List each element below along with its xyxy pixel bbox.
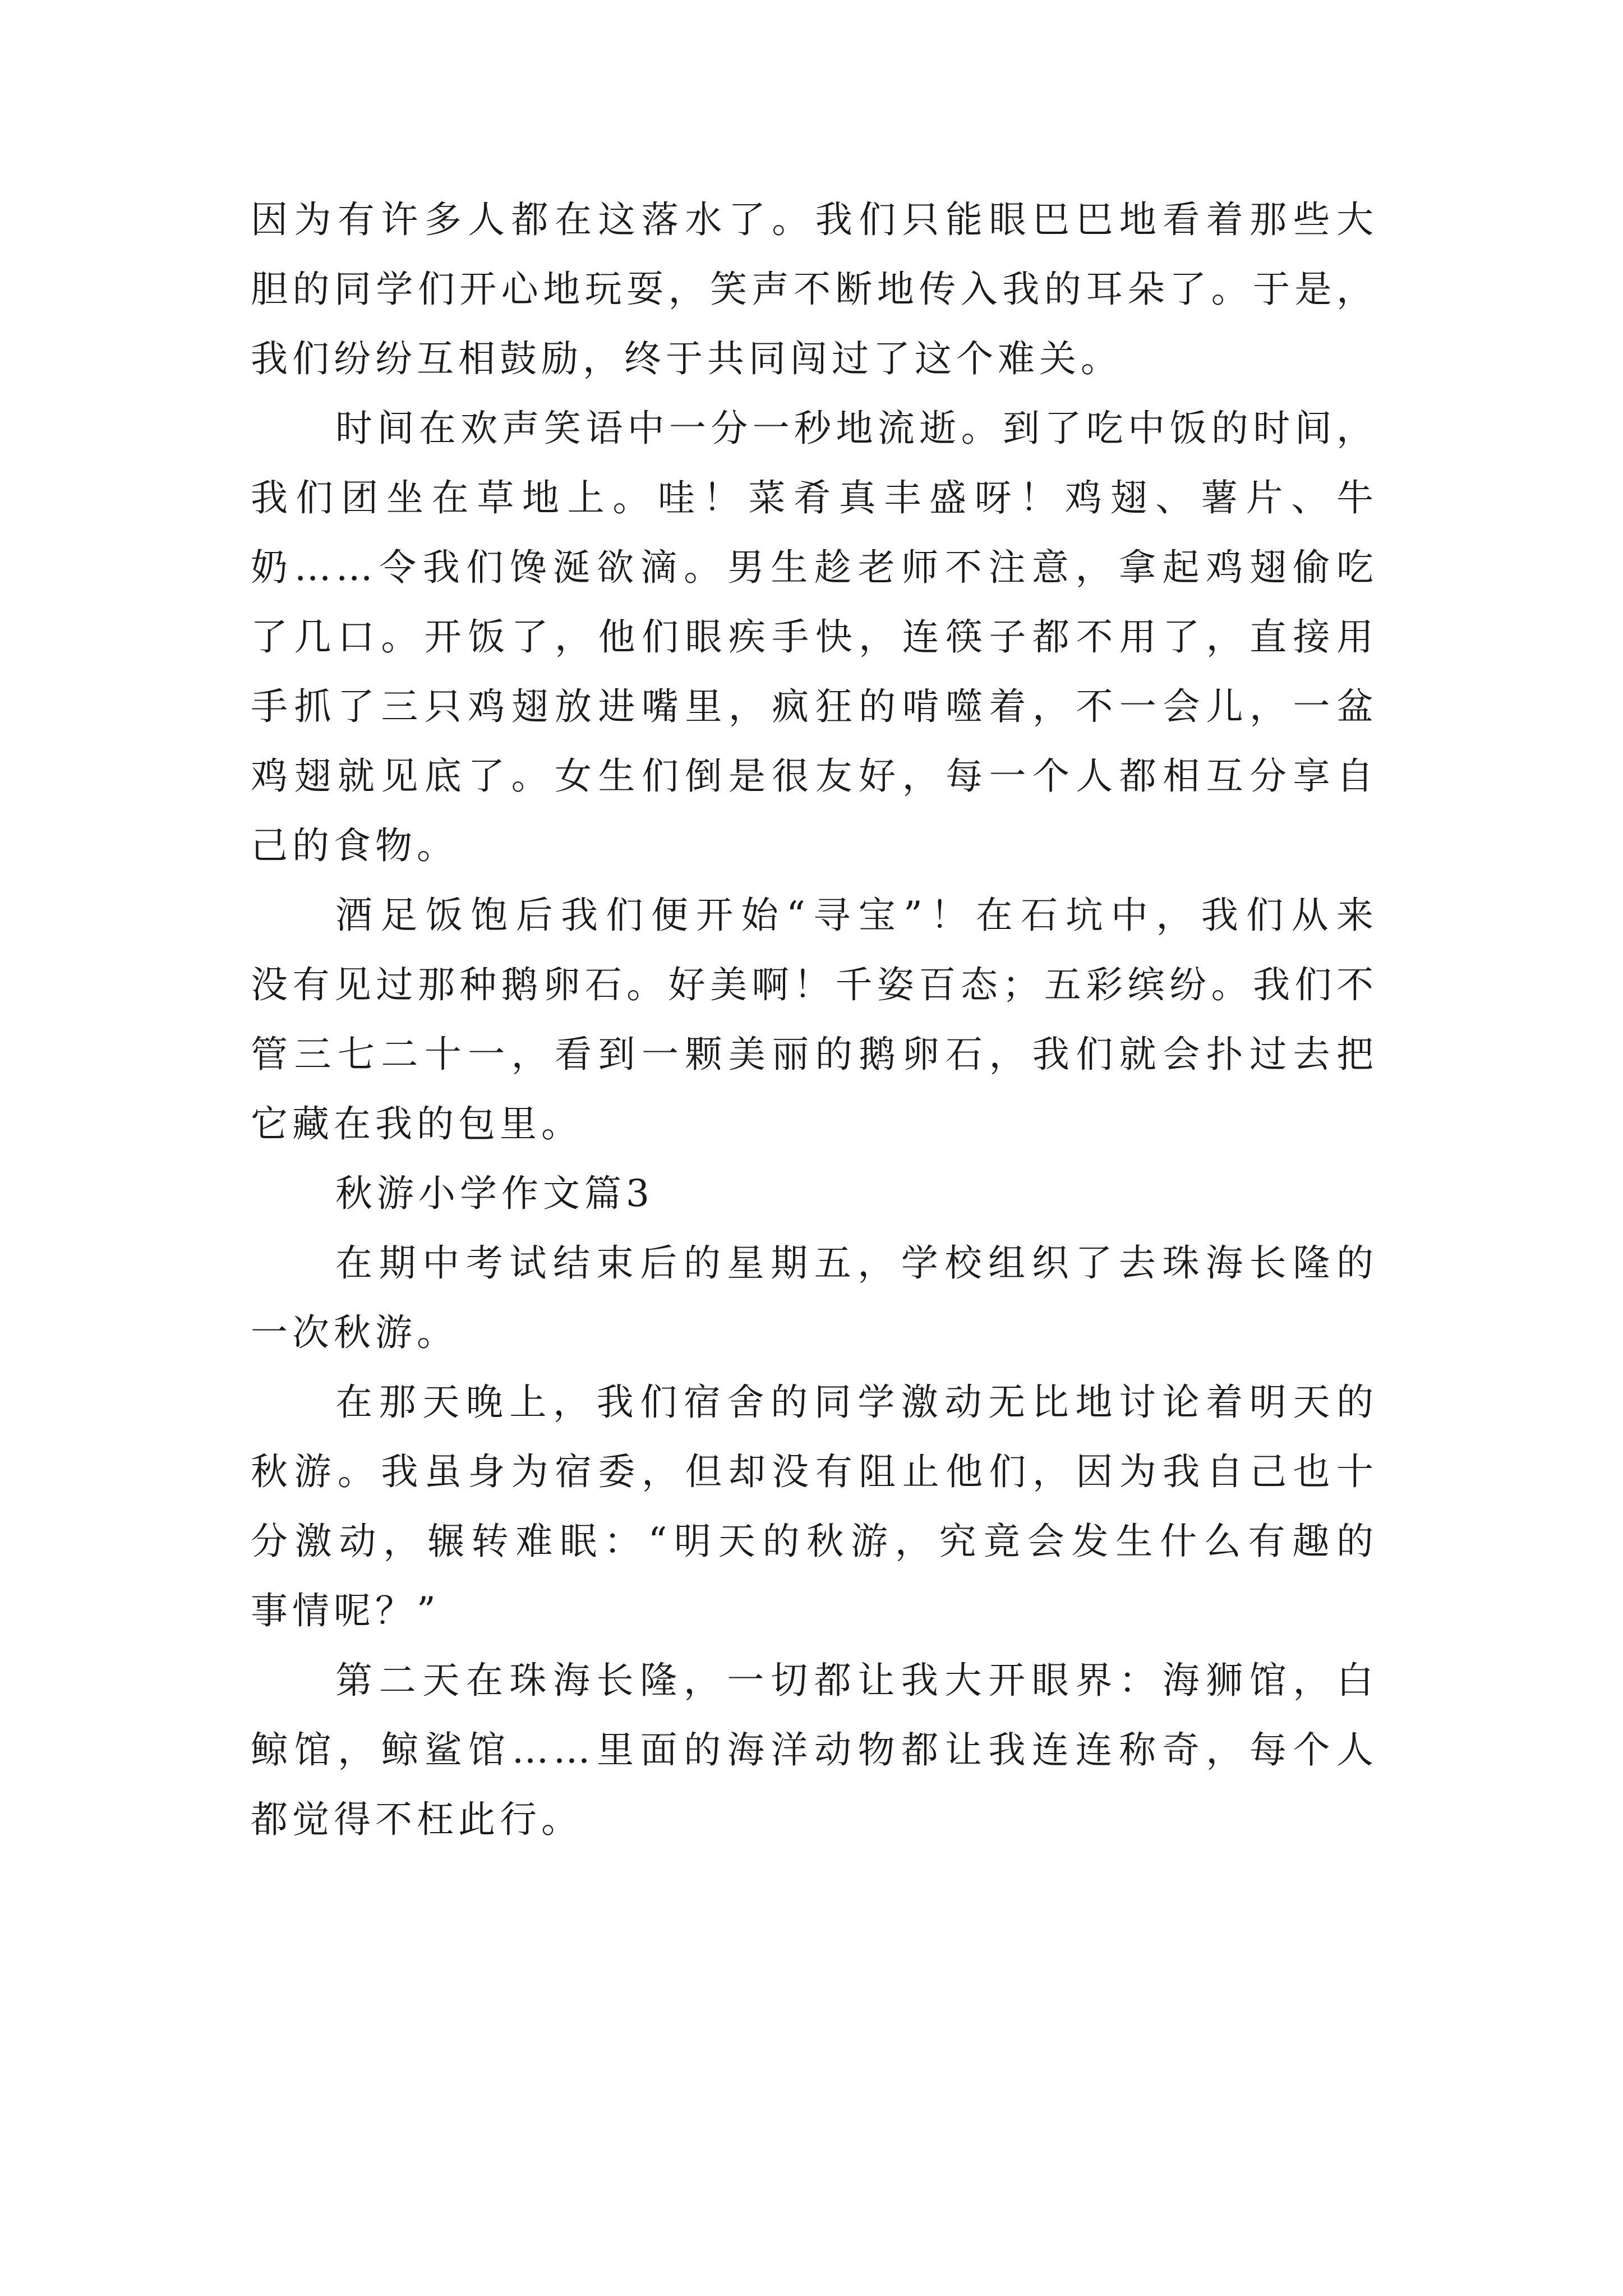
- text-line: 秋游。我虽身为宿委，但却没有阻止他们，因为我自己也十: [251, 1450, 1378, 1493]
- text-line: 事情呢？”: [251, 1589, 440, 1632]
- text-line: 鸡翅就见底了。女生们倒是很友好，每一个人都相互分享自: [251, 754, 1378, 798]
- text-line: 酒足饭饱后我们便开始“寻宝”！在石坑中，我们从来: [335, 894, 1378, 937]
- text-line: 手抓了三只鸡翅放进嘴里，疯狂的啃噬着，不一会儿，一盆: [251, 685, 1378, 728]
- text-line: 一次秋游。: [251, 1311, 458, 1354]
- text-line: 分激动，辗转难眠：“明天的秋游，究竟会发生什么有趣的: [251, 1520, 1378, 1563]
- text-line: 管三七二十一，看到一颗美丽的鹅卵石，我们就会扑过去把: [251, 1033, 1378, 1076]
- text-line: 时间在欢声笑语中一分一秒地流逝。到了吃中饭的时间，: [335, 407, 1378, 450]
- text-line: 第二天在珠海长隆，一切都让我大开眼界：海狮馆，白: [335, 1659, 1378, 1702]
- document-body: [251, 185, 1378, 1855]
- text-line: 它藏在我的包里。: [251, 1102, 583, 1145]
- text-line: 因为有许多人都在这落水了。我们只能眼巴巴地看着那些大: [251, 198, 1378, 241]
- text-line: 在期中考试结束后的星期五，学校组织了去珠海长隆的: [335, 1241, 1378, 1285]
- text-line: 在那天晚上，我们宿舍的同学激动无比地讨论着明天的: [335, 1381, 1378, 1424]
- text-line: 己的食物。: [251, 824, 458, 867]
- text-line: 都觉得不枉此行。: [251, 1798, 583, 1841]
- text-line: 胆的同学们开心地玩耍，笑声不断地传入我的耳朵了。于是，: [251, 268, 1378, 311]
- text-line: 没有见过那种鹅卵石。好美啊！千姿百态；五彩缤纷。我们不: [251, 963, 1378, 1006]
- text-line: 我们纷纷互相鼓励，终于共同闯过了这个难关。: [251, 337, 1122, 380]
- text-line: 奶……令我们馋涎欲滴。男生趁老师不注意，拿起鸡翅偷吃: [251, 546, 1378, 589]
- text-line: 我们团坐在草地上。哇！菜肴真丰盛呀！鸡翅、薯片、牛: [251, 476, 1378, 519]
- text-line: 鲸馆，鲸鲨馆……里面的海洋动物都让我连连称奇，每个人: [251, 1728, 1378, 1772]
- text-line: 了几口。开饭了，他们眼疾手快，连筷子都不用了，直接用: [251, 615, 1378, 659]
- section-heading: 秋游小学作文篇3: [335, 1172, 654, 1215]
